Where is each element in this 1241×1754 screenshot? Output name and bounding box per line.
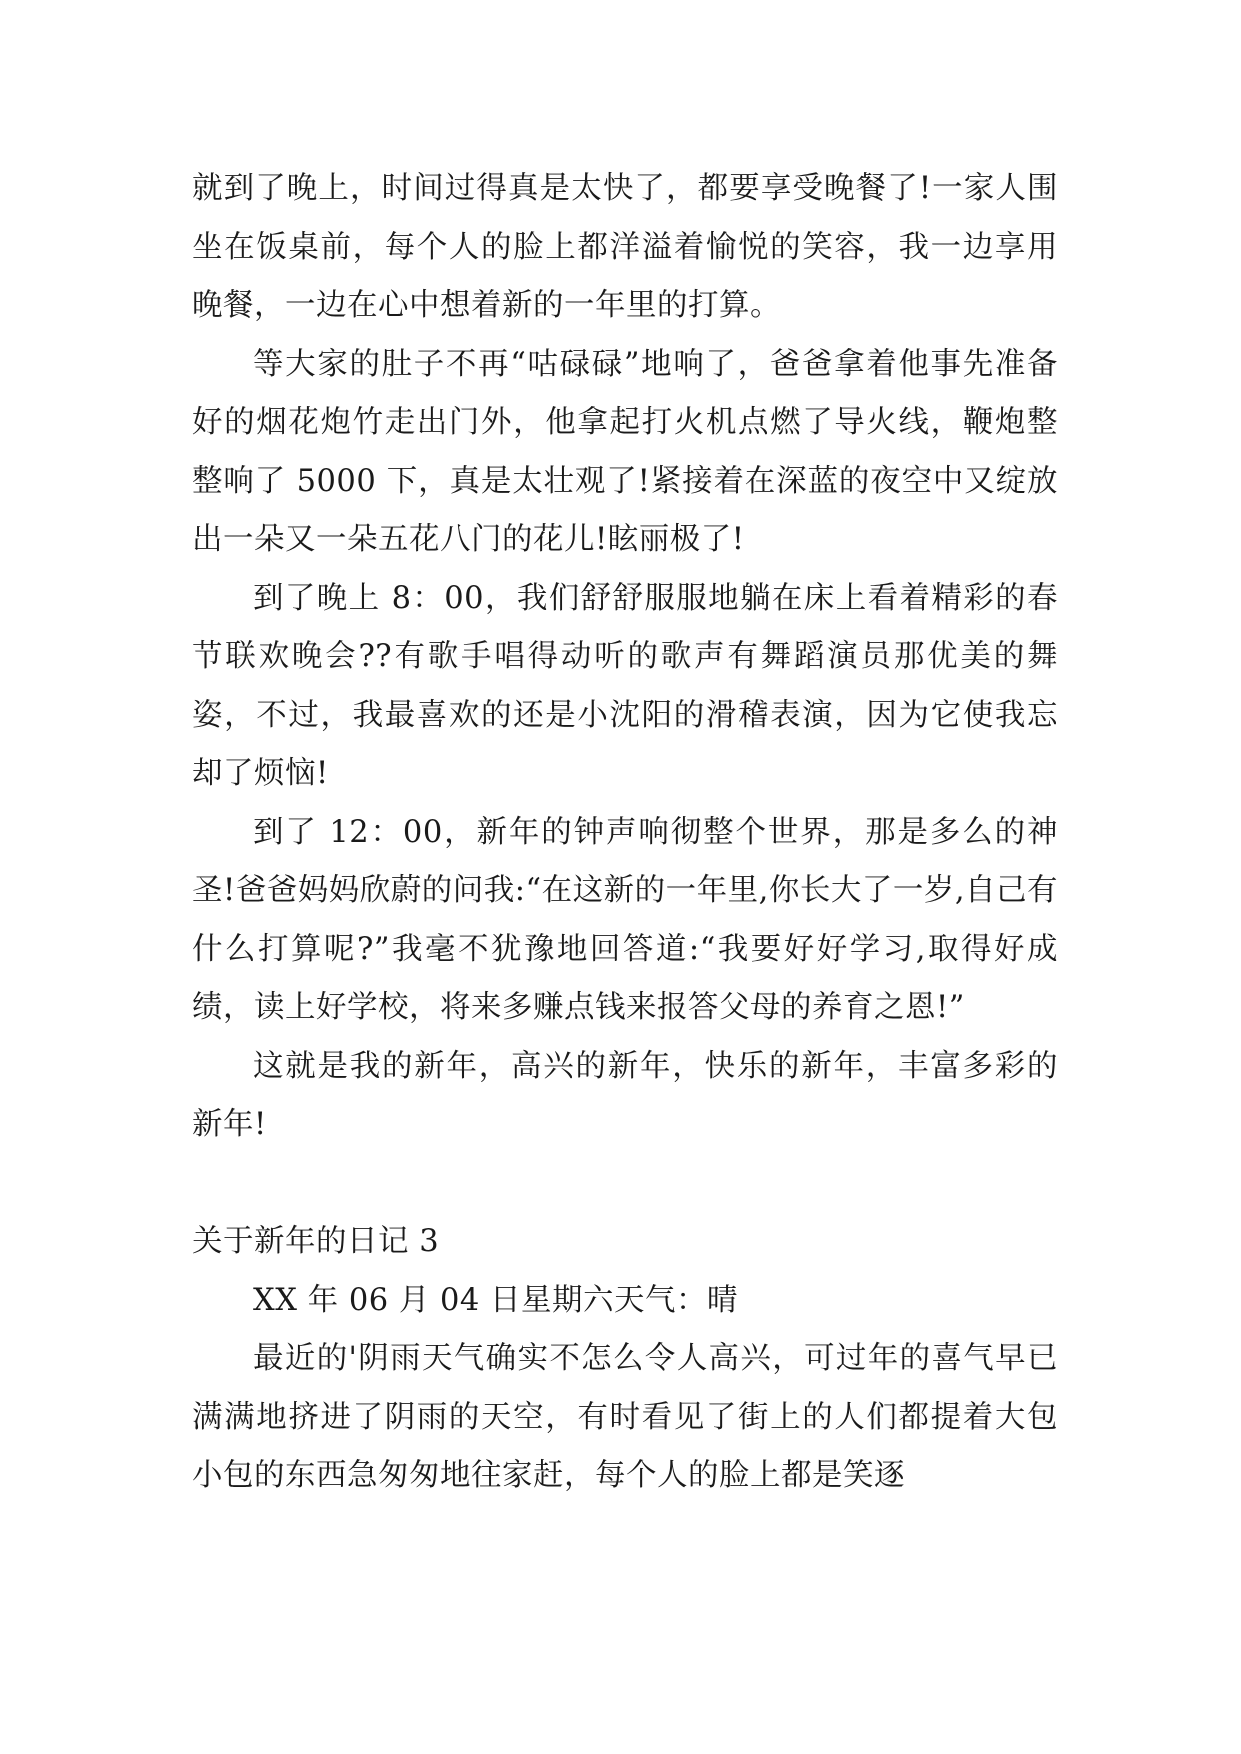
document-body [192,160,1058,1506]
paragraph-rainy-weather: 最近的'阴雨天气确实不怎么令人高兴，可过年的喜气早已满满地挤进了阴雨的天空，有时看见了街上的人们都提着大包小包的东西急匆匆地往家赶，每个人的脸上都是笑逐 [192,1341,1058,1493]
paragraph-fireworks: 等大家的肚子不再“咕碌碌”地响了，爸爸拿着他事先准备好的烟花炮竹走出门外，他拿起打火机点燃了导火线，鞭炮整整响了 5000 下，真是太壮观了!紧接着在深蓝的夜空中又绽放出一朵又一朵五花八门的花儿!眩丽极了! [192,346,1058,557]
paragraph-conclusion: 这就是我的新年，高兴的新年，快乐的新年，丰富多彩的新年! [192,1048,1058,1142]
paragraph-midnight: 到了 12：00，新年的钟声响彻整个世界，那是多么的神圣!爸爸妈妈欣蔚的问我:“在这新的一年里,你长大了一岁,自己有什么打算呢?”我毫不犹豫地回答道:“我要好好学习,取得好成绩，读上好学校，将来多赚点钱来报答父母的养育之恩!” [192,814,1059,1025]
section-title: 关于新年的日记 3 [192,1224,440,1259]
date-line: XX 年 06 月 04 日星期六天气：晴 [253,1282,739,1318]
section-spacer [192,1155,1058,1214]
paragraph-dinner: 就到了晚上，时间过得真是太快了，都要享受晚餐了!一家人围坐在饭桌前，每个人的脸上都洋溢着愉悦的笑容，我一边享用晚餐，一边在心中想着新的一年里的打算。 [192,171,1058,323]
paragraph-gala: 到了晚上 8：00，我们舒舒服服地躺在床上看着精彩的春节联欢晚会??有歌手唱得动听的歌声有舞蹈演员那优美的舞姿，不过，我最喜欢的还是小沈阳的滑稽表演，因为它使我忘却了烦恼! [192,580,1058,791]
